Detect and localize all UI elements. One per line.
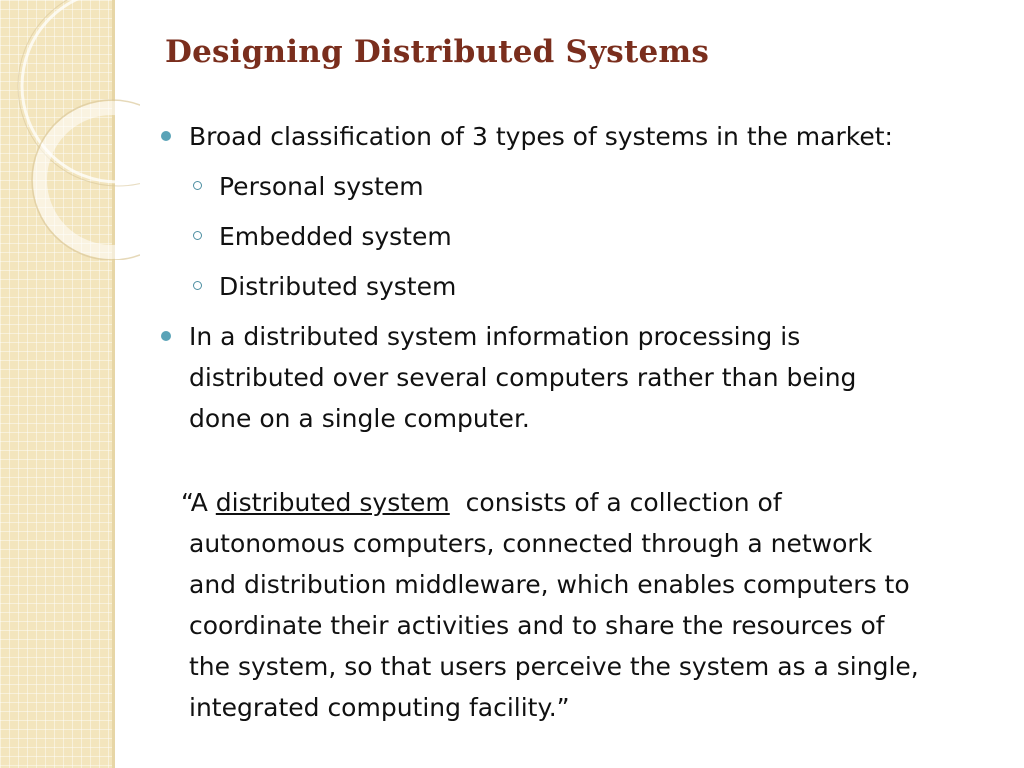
bullet-text-line: distributed over several computers rather than being	[189, 363, 857, 392]
definition-quote	[160, 482, 1000, 728]
bullet-dot-icon	[161, 131, 171, 141]
quote-open: “A	[181, 488, 208, 517]
quote-line: and distribution middleware, which enables computers to	[189, 570, 910, 599]
slide-body	[160, 116, 1000, 728]
quote-line	[181, 482, 1000, 523]
bullet-text-line: In a distributed system information processing is	[189, 322, 801, 351]
sub-bullet-ring-icon	[193, 181, 202, 190]
bullet-item	[160, 316, 1000, 439]
sub-bullet-item	[160, 216, 1000, 257]
quote-line: autonomous computers, connected through a network	[189, 529, 873, 558]
slide-title: Designing Distributed Systems	[165, 34, 710, 70]
sub-bullet-ring-icon	[193, 281, 202, 290]
sub-bullet-text: Personal system	[219, 172, 424, 201]
bullet-dot-icon	[161, 331, 171, 341]
decorative-arcs	[0, 0, 140, 260]
sub-bullet-text: Distributed system	[219, 272, 457, 301]
quote-term: distributed system	[215, 488, 450, 517]
quote-line-rest: consists of a collection of	[465, 488, 782, 517]
sub-bullet-ring-icon	[193, 231, 202, 240]
sub-bullet-item	[160, 166, 1000, 207]
bullet-text: Broad classification of 3 types of systems in the market:	[189, 122, 893, 151]
sub-bullet-item	[160, 266, 1000, 307]
quote-line: integrated computing facility.”	[189, 693, 570, 722]
bullet-text-line: done on a single computer.	[189, 404, 530, 433]
quote-line: the system, so that users perceive the system as a single,	[189, 652, 919, 681]
bullet-item	[160, 116, 1000, 157]
quote-line: coordinate their activities and to share the resources of	[189, 611, 885, 640]
sub-bullet-text: Embedded system	[219, 222, 452, 251]
